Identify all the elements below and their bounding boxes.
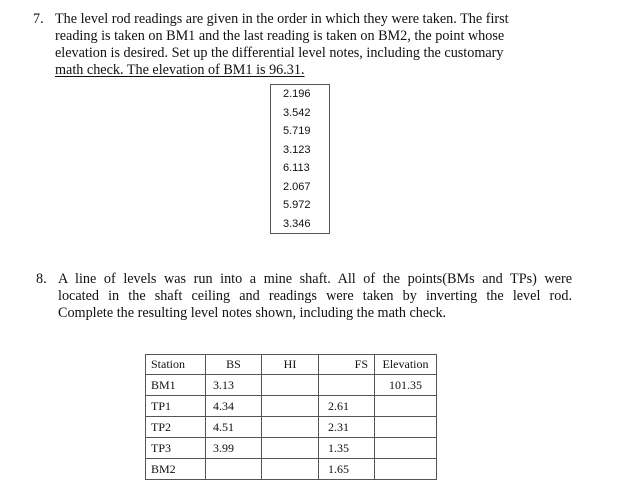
header-elevation: Elevation [375, 355, 437, 375]
reading-cell: 3.542 [283, 106, 311, 119]
table-row [271, 104, 330, 123]
question-8-line: A line of levels was run into a mine shaft. All of the points(BMs and TPs) were [58, 271, 572, 287]
table-row [271, 159, 330, 178]
table-row [146, 375, 437, 396]
question-8-text [58, 271, 572, 322]
bs-cell: 3.99 [206, 438, 262, 459]
fs-cell: 2.61 [319, 396, 375, 417]
elevation-cell [375, 459, 437, 480]
hi-cell [262, 375, 319, 396]
level-notes-table [145, 354, 437, 480]
table-row [146, 396, 437, 417]
elevation-cell [375, 438, 437, 459]
hi-cell [262, 417, 319, 438]
header-hi: HI [262, 355, 319, 375]
station-cell: TP3 [146, 438, 206, 459]
bs-cell [206, 459, 262, 480]
fs-cell: 1.65 [319, 459, 375, 480]
station-cell: TP2 [146, 417, 206, 438]
question-8-line: Complete the resulting level notes shown, including the math check. [58, 305, 447, 321]
elevation-cell [375, 396, 437, 417]
reading-cell: 5.719 [283, 125, 311, 138]
table-row [146, 438, 437, 459]
header-fs: FS [319, 355, 375, 375]
fs-cell [319, 375, 375, 396]
table-row [146, 417, 437, 438]
station-cell: TP1 [146, 396, 206, 417]
question-7-line: The level rod readings are given in the order in which they were taken. The first [55, 11, 509, 27]
reading-cell: 3.346 [283, 217, 311, 230]
question-8-number: 8. [36, 271, 47, 287]
station-cell: BM2 [146, 459, 206, 480]
bs-cell: 4.51 [206, 417, 262, 438]
table-row [271, 196, 330, 215]
question-7-line: reading is taken on BM1 and the last reading is taken on BM2, the point whose [55, 28, 505, 44]
table-row [271, 215, 330, 234]
hi-cell [262, 396, 319, 417]
bs-cell: 4.34 [206, 396, 262, 417]
elevation-cell: 101.35 [375, 375, 437, 396]
rod-readings-table [270, 84, 330, 234]
table-row [271, 141, 330, 160]
station-cell: BM1 [146, 375, 206, 396]
question-7-text [55, 11, 561, 79]
fs-cell: 1.35 [319, 438, 375, 459]
reading-cell: 3.123 [283, 143, 311, 156]
header-station: Station [146, 355, 206, 375]
question-7-line: elevation is desired. Set up the differential level notes, including the customary [55, 45, 504, 61]
table-row [271, 122, 330, 141]
bs-cell: 3.13 [206, 375, 262, 396]
reading-cell: 6.113 [283, 162, 310, 175]
table-row [146, 459, 437, 480]
table-row [271, 85, 330, 104]
hi-cell [262, 459, 319, 480]
table-row [271, 178, 330, 197]
table-header-row [146, 355, 437, 375]
hi-cell [262, 438, 319, 459]
question-7-number: 7. [33, 11, 44, 27]
question-8-line: located in the shaft ceiling and readings were taken by inverting the level rod. [58, 288, 572, 304]
reading-cell: 2.067 [283, 180, 311, 193]
reading-cell: 2.196 [283, 88, 311, 101]
header-bs: BS [206, 355, 262, 375]
elevation-cell [375, 417, 437, 438]
question-7-line: math check. The elevation of BM1 is 96.31. [55, 62, 305, 78]
fs-cell: 2.31 [319, 417, 375, 438]
reading-cell: 5.972 [283, 199, 311, 212]
